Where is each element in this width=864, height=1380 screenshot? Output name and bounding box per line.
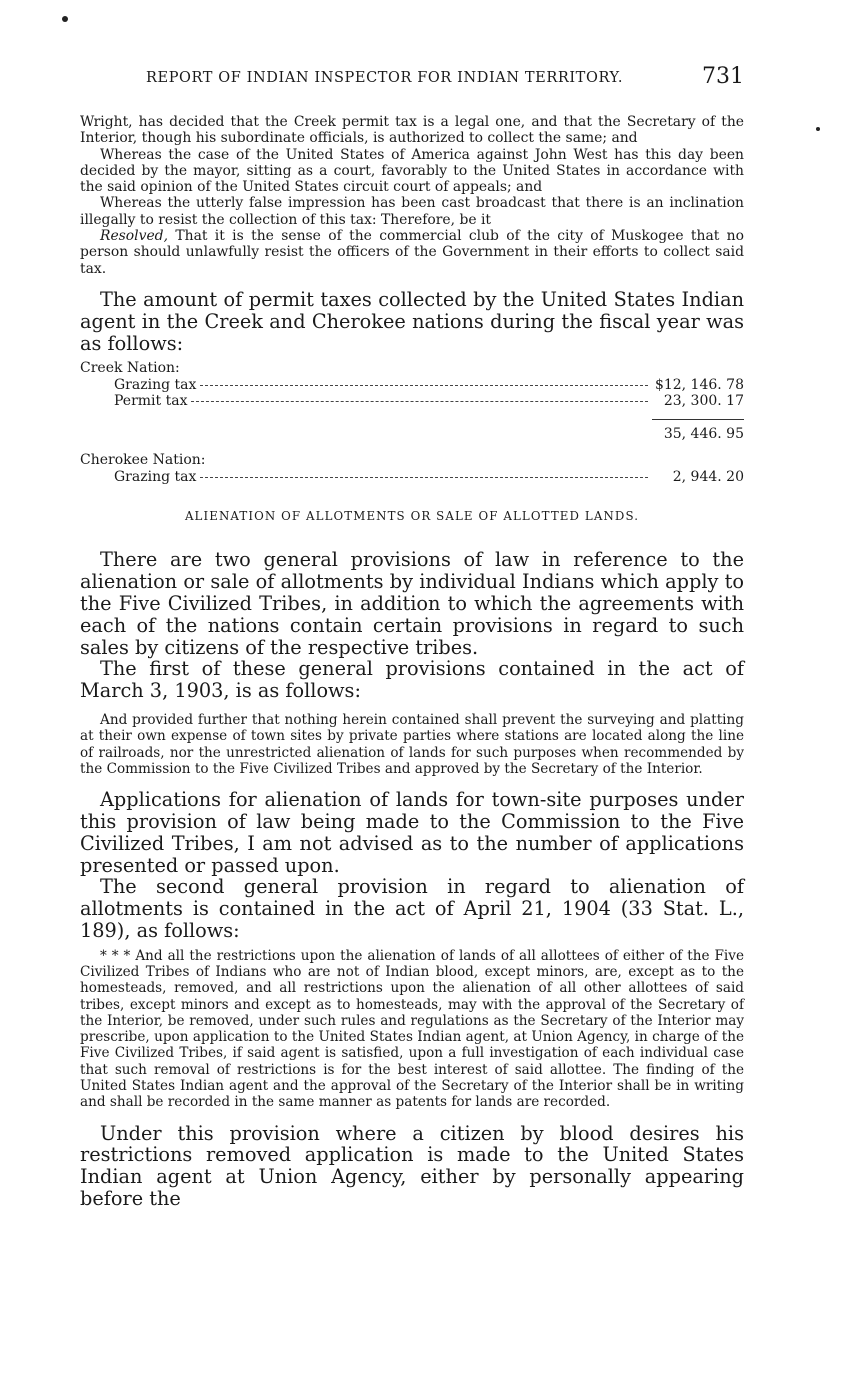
resolution-paragraph: Wright, has decided that the Creek permit tax is a legal one, and that the Secretary of the Interior, though his subordinate officials, is authorized to collect the same; and: [80, 114, 744, 147]
row-value: $12, 146. 78: [654, 376, 744, 393]
total-rule: [652, 419, 744, 420]
resolution-paragraph: Whereas the case of the United States of America against John West has this day been decided by the mayor, sitting as a court, favorably to the United States in accordance with the said opinion of the United States circuit court of appeals; and: [80, 146, 744, 196]
table-row: [80, 393, 744, 410]
body-paragraph: There are two general provisions of law in reference to the alienation or sale of allotments by individual Indians which apply to the Five Civilized Tribes, in addition to which the agreements with each of the nations contain certain provisions in regard to such sales by citizens of the respective tribes.: [80, 548, 744, 659]
creek-total: 35, 446. 95: [663, 425, 744, 442]
permit-intro-paragraph: The amount of permit taxes collected by the United States Indian agent in the Creek and Cherokee nations during the fiscal year was as follows:: [80, 287, 744, 355]
row-value: 23, 300. 17: [663, 393, 744, 410]
row-label: Grazing tax: [114, 376, 197, 393]
table-row: [80, 377, 744, 394]
body-paragraph: Applications for alienation of lands for town-site purposes under this provision of law being made to the Commission to the Five Civilized Tribes, I am not advised as to the number of applications presented or passed upon.: [80, 788, 744, 877]
section-heading: ALIENATION OF ALLOTMENTS OR SALE OF ALLOTTED LANDS.: [184, 509, 640, 524]
body-paragraph: The second general provision in regard to alienation of allotments is contained in the act of April 21, 1904 (33 Stat. L., 189), as follows:: [80, 875, 744, 942]
leader-dots: [200, 385, 648, 386]
leader-dots: [200, 477, 648, 478]
quote-text: And provided further that nothing herein contained shall prevent the surveying and platting at their own expense of town sites by private parties where stations are located along the line of railroads, nor the unrestricted alienation of lands for such purposes when recommended by the Commission to the Five Civilized Tribes and approved by the Secretary of the Interior.: [80, 711, 744, 777]
resolved-label: Resolved,: [100, 228, 168, 245]
block-quote: [80, 712, 744, 777]
running-title: REPORT OF INDIAN INSPECTOR FOR INDIAN TERRITORY.: [146, 70, 624, 86]
row-label: Permit tax: [114, 393, 188, 410]
scan-speck: [62, 16, 68, 22]
running-header: [80, 62, 744, 92]
scan-speck: [816, 127, 820, 131]
page-number: 731: [702, 64, 744, 89]
body-paragraph: The first of these general provisions contained in the act of March 3, 1903, is as follows:: [80, 657, 744, 703]
resolved-text: That it is the sense of the commercial club of the city of Muskogee that no person should unlawfully resist the officers of the Government in their efforts to collect said tax.: [80, 228, 744, 277]
resolved-paragraph: [80, 228, 744, 277]
body-paragraph: Under this provision where a citizen by blood desires his restrictions removed application is made to the United States Indian agent at Union Agency, either by personally appearing before the: [80, 1121, 744, 1211]
document-page: [80, 62, 744, 1210]
resolution-text: [80, 114, 744, 277]
tax-table: [80, 360, 744, 485]
row-value: 2, 944. 20: [672, 468, 744, 485]
creek-nation-heading: Creek Nation:: [80, 360, 180, 377]
cherokee-nation-heading: Cherokee Nation:: [80, 452, 206, 469]
row-label: Grazing tax: [114, 468, 197, 485]
block-quote: [80, 948, 744, 1111]
table-row: [80, 469, 744, 486]
quote-text: * * * And all the restrictions upon the alienation of lands of all allottees of either of the Five Civilized Tribes of Indians who are not of Indian blood, except minors, are, except as to the homesteads, removed, and all restrictions upon the alienation of all other allottees of said tribes, except minors and except as to homesteads, may with the approval of the Secretary of the Interior, be removed, under such rules and regulations as the Secretary of the Interior may prescribe, upon application to the United States Indian agent, at Union Agency, in charge of the Five Civilized Tribes, if said agent is satisfied, upon a full investigation of each individual case that such removal of restrictions is for the best interest of said allottee. The finding of the United States Indian agent and the approval of the Secretary of the Interior shall be in writing and shall be recorded in the same manner as patents for lands are recorded.: [80, 947, 744, 1111]
leader-dots: [191, 401, 648, 402]
resolution-paragraph: Whereas the utterly false impression has been cast broadcast that there is an inclination illegally to resist the collection of this tax: Therefore, be it: [80, 195, 744, 228]
